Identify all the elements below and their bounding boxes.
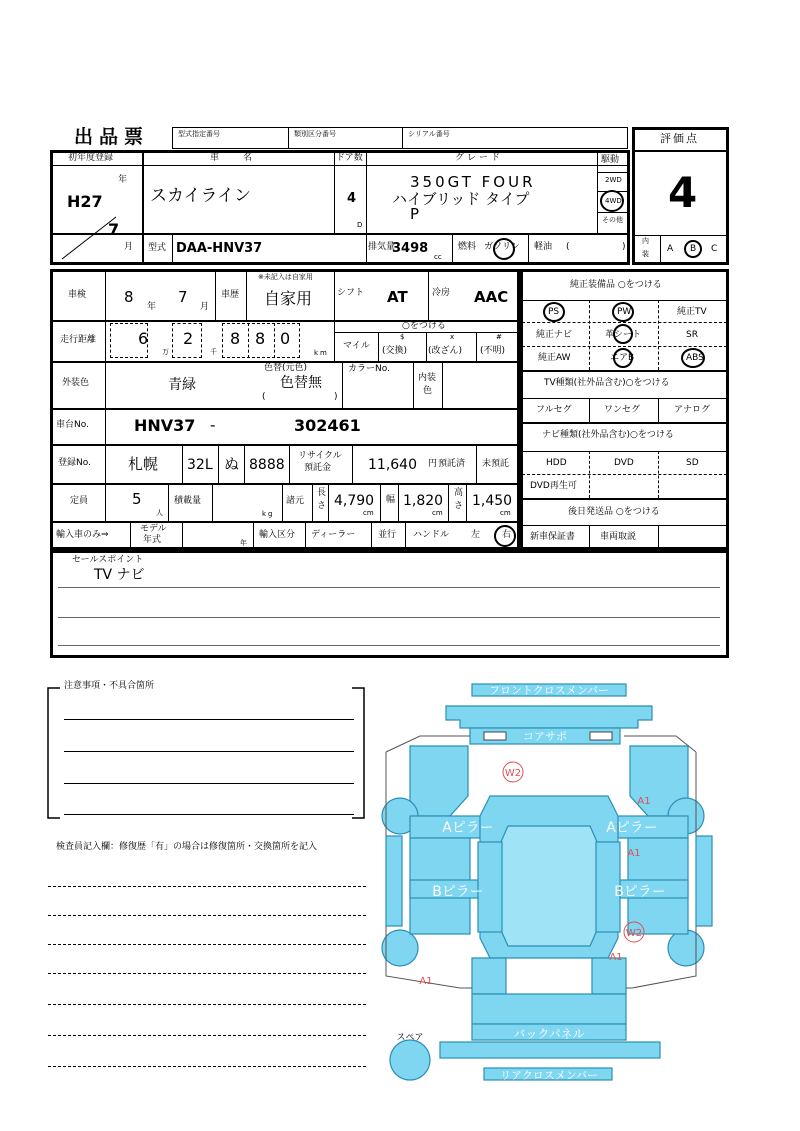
height-label-2: さ <box>454 501 464 511</box>
width-label: 幅 <box>386 495 396 505</box>
interior-b: B <box>690 244 697 254</box>
model-value: DAA-HNV37 <box>176 241 263 256</box>
mileage-tamper: (改ざん) <box>428 346 463 356</box>
doors-label: ドア数 <box>336 153 363 163</box>
label-core-support: コアサポ <box>523 730 567 743</box>
tv-full-seg: フルセグ <box>536 405 572 415</box>
history-note: ※未記入は自家用 <box>258 273 313 281</box>
navi-dvd-play: DVD再生可 <box>530 481 577 491</box>
mileage-man: 万 <box>162 348 169 356</box>
interior-color-label-2: 色 <box>423 386 433 396</box>
capacity-value: 5 <box>132 490 142 508</box>
tv-type-title: TV種類(社外品含む)○をつける <box>544 378 670 388</box>
width-unit: cm <box>432 509 443 517</box>
model-label: 型式 <box>148 243 167 253</box>
recycle-not-deposited: 未預託 <box>482 459 510 469</box>
label-spare: スペア <box>396 1033 424 1043</box>
doors-unit: D <box>357 221 363 229</box>
interior-label-2: 装 <box>642 250 649 258</box>
chassis-number: 302461 <box>294 416 361 435</box>
navi-hdd: HDD <box>546 458 567 468</box>
later-manual: 車両取説 <box>600 532 637 542</box>
inspection-month-unit: 月 <box>200 302 210 312</box>
tv-analog: アナログ <box>674 405 711 415</box>
recycle-label-2: 預託金 <box>304 463 332 473</box>
length-value: 4,790 <box>334 493 375 509</box>
equip-pw: PW <box>617 307 632 317</box>
capacity-label: 定員 <box>70 496 89 506</box>
registration-class: 32L <box>187 457 213 473</box>
mileage-digit-3: 8 <box>230 329 241 348</box>
history-value: 自家用 <box>264 289 313 308</box>
mileage-mile: マイル <box>343 341 370 351</box>
label-b-pillar-right: Bピラー <box>614 884 666 900</box>
chassis-prefix: HNV37 <box>134 416 196 435</box>
registration-label: 登録No. <box>58 458 91 468</box>
inspection-month: 7 <box>178 288 188 306</box>
mileage-exchange-sym: $ <box>400 333 405 341</box>
import-dealer: ディーラー <box>311 530 356 540</box>
drive-4wd: 4WD <box>605 197 622 205</box>
class-no-label: 類別区分番号 <box>294 130 336 138</box>
equip-ps: PS <box>548 307 560 317</box>
month-unit: 月 <box>124 242 134 252</box>
mileage-exchange: (交換) <box>382 346 408 356</box>
navi-dvd: DVD <box>614 458 634 468</box>
displacement-unit: cc <box>434 253 442 261</box>
sales-point-label: セールスポイント <box>72 555 144 565</box>
chassis-label: 車台No. <box>56 420 89 430</box>
model-year-label-2: 年式 <box>143 535 162 545</box>
equip-abs: ABS <box>686 353 704 363</box>
label-a-pillar-right: Aピラー <box>606 820 658 836</box>
chassis-dash: - <box>210 416 216 434</box>
fuel-gasoline-circle <box>493 238 515 260</box>
equip-pw-circle <box>612 302 634 322</box>
type-no-label: 型式指定番号 <box>178 130 220 138</box>
mark-a1-front-right: A1 <box>637 796 651 807</box>
inspection-year-unit: 年 <box>147 302 157 312</box>
label-b-pillar-left: Bピラー <box>432 884 484 900</box>
ac-label: 冷房 <box>432 288 451 298</box>
equip-airbag: エアB <box>610 353 635 363</box>
import-type-label: 輸入区分 <box>259 530 296 540</box>
history-label: 車歴 <box>221 290 240 300</box>
recycle-unit: 円 <box>428 459 438 469</box>
displacement-value: 3498 <box>392 241 429 256</box>
recycle-value: 11,640 <box>368 457 417 473</box>
label-rear-cross-member: リアクロスメンバー <box>500 1069 598 1082</box>
mileage-sen: 千 <box>210 348 217 356</box>
handle-label: ハンドル <box>413 530 450 540</box>
interior-a: A <box>667 244 674 254</box>
registration-kana: ぬ <box>224 455 240 473</box>
equip-sr: SR <box>686 330 698 340</box>
equip-tv: 純正TV <box>677 307 707 317</box>
drive-4wd-circle <box>600 190 624 212</box>
year-unit: 年 <box>118 175 128 185</box>
equip-airbag-circle <box>613 348 633 368</box>
mark-a1-rear-left: A1 <box>419 976 433 987</box>
car-name-label: 車 名 <box>210 153 255 163</box>
mileage-digit-2: 2 <box>183 329 194 348</box>
equipment-title: 純正装備品 ○をつける <box>570 280 662 290</box>
car-name: スカイライン <box>150 186 251 206</box>
exterior-color-value: 青緑 <box>168 377 196 393</box>
load-unit: kg <box>262 510 275 518</box>
first-reg-label: 初年度登録 <box>68 153 114 163</box>
handle-left: 左 <box>471 530 481 540</box>
import-year-unit: 年 <box>240 539 247 547</box>
registration-number: 8888 <box>249 457 285 473</box>
load-label: 積載量 <box>174 496 202 506</box>
equip-aw: 純正AW <box>538 353 571 363</box>
drive-2wd: 2WD <box>605 176 622 184</box>
import-label: 輸入車のみ⇒ <box>56 530 109 540</box>
later-warranty: 新車保証書 <box>530 532 576 542</box>
registration-area: 札幌 <box>128 455 159 473</box>
label-back-panel: バックパネル <box>513 1027 585 1041</box>
fuel-light-oil: 軽油 <box>534 242 553 252</box>
mileage-tamper-sym: x <box>450 333 455 341</box>
handle-right-circle <box>494 525 516 547</box>
caution-bracket <box>46 686 366 821</box>
fuel-paren-close: ) <box>622 242 626 252</box>
mileage-unit: km <box>314 349 329 357</box>
grade-label: グレード <box>455 153 504 163</box>
length-label-1: 長 <box>317 488 327 498</box>
mileage-digit-5: 0 <box>280 329 291 348</box>
mark-a1-rear-right: A1 <box>609 952 623 963</box>
mileage-label: 走行距離 <box>60 335 97 345</box>
mileage-unknown: (不明) <box>480 346 506 356</box>
ac-value: AAC <box>474 288 509 306</box>
body-damage-diagram <box>380 676 720 1086</box>
dims-label: 諸元 <box>286 496 305 506</box>
grade-line-1: 350GT FOUR <box>410 173 536 191</box>
fuel-label: 燃料 <box>458 242 477 252</box>
inspection-year: 8 <box>124 288 134 306</box>
mark-a1-side-right: A1 <box>627 848 641 859</box>
label-front-cross-member: フロントクロスメンバー <box>488 684 610 697</box>
mileage-circle-note: ○をつける <box>402 321 446 331</box>
first-reg-month: 7 <box>108 220 120 239</box>
inspection-label: 車検 <box>68 290 87 300</box>
mark-w2-core: W2 <box>504 768 522 779</box>
length-label-2: さ <box>317 501 327 511</box>
exterior-color-label: 外装色 <box>62 378 90 388</box>
inspector-label: 検査員記入欄：修復歴「有」の場合は修復箇所・交換箇所を記入 <box>56 842 318 852</box>
interior-label-1: 内 <box>642 237 649 245</box>
width-value: 1,820 <box>403 493 444 509</box>
first-reg-year: H27 <box>67 192 103 211</box>
fuel-gasoline: ガソリン <box>484 242 521 252</box>
interior-b-circle <box>684 240 702 258</box>
displacement-label: 排気量 <box>368 242 396 252</box>
mileage-unknown-sym: # <box>496 333 502 341</box>
label-a-pillar-left: Aピラー <box>442 820 494 836</box>
shift-label: シフト <box>337 288 365 298</box>
mileage-digit-1: 6 <box>138 329 149 348</box>
recycle-label-1: リサイクル <box>298 451 342 461</box>
repaint-value: 色替無 <box>280 375 322 391</box>
tv-one-seg: ワンセグ <box>604 405 641 415</box>
sales-point-value: TV ナビ <box>94 567 145 583</box>
interior-color-label-1: 内装 <box>418 373 437 383</box>
mileage-digit-4: 8 <box>255 329 266 348</box>
repaint-paren-close: ) <box>334 392 338 402</box>
mark-w2-rear-right: W2 <box>625 928 643 939</box>
navi-sd: SD <box>686 458 699 468</box>
drive-label: 駆動 <box>601 155 620 165</box>
sales-point-section <box>50 550 729 658</box>
shift-value: AT <box>387 288 408 306</box>
doors-value: 4 <box>347 191 357 206</box>
score-label: 評価点 <box>660 132 699 145</box>
capacity-unit: 人 <box>156 509 163 517</box>
height-unit: cm <box>500 509 511 517</box>
repaint-paren-open: ( <box>262 392 266 402</box>
equip-leather-circle <box>613 324 633 344</box>
height-value: 1,450 <box>472 493 513 509</box>
color-no-label: カラーNo. <box>348 364 390 374</box>
interior-c: C <box>711 244 718 254</box>
header-id-boxes <box>172 127 628 149</box>
caution-label: 注意事項・不具合箇所 <box>64 681 155 691</box>
later-title: 後日発送品 ○をつける <box>568 507 660 517</box>
equip-leather: 革シート <box>605 330 642 340</box>
equip-ps-circle <box>543 302 565 322</box>
repaint-label: 色替(元色) <box>264 363 308 373</box>
recycle-deposited: 預託済 <box>438 459 466 469</box>
import-parallel: 並行 <box>378 530 397 540</box>
length-unit: cm <box>363 509 374 517</box>
equip-navi: 純正ナビ <box>536 330 573 340</box>
model-year-label-1: モデル <box>140 524 167 534</box>
serial-label: シリアル番号 <box>408 130 450 138</box>
grade-line-3: P <box>410 205 420 223</box>
fuel-paren-open: ( <box>566 242 570 252</box>
drive-other: その他 <box>602 216 623 224</box>
equip-abs-circle <box>681 348 705 368</box>
navi-type-title: ナビ種類(社外品含む)○をつける <box>542 430 674 440</box>
page-title: 出品票 <box>74 126 150 148</box>
height-label-1: 高 <box>454 488 464 498</box>
grade-line-2: ハイブリッド タイプ <box>392 190 530 208</box>
handle-right: 右 <box>502 530 512 540</box>
score-value: 4 <box>668 168 698 217</box>
